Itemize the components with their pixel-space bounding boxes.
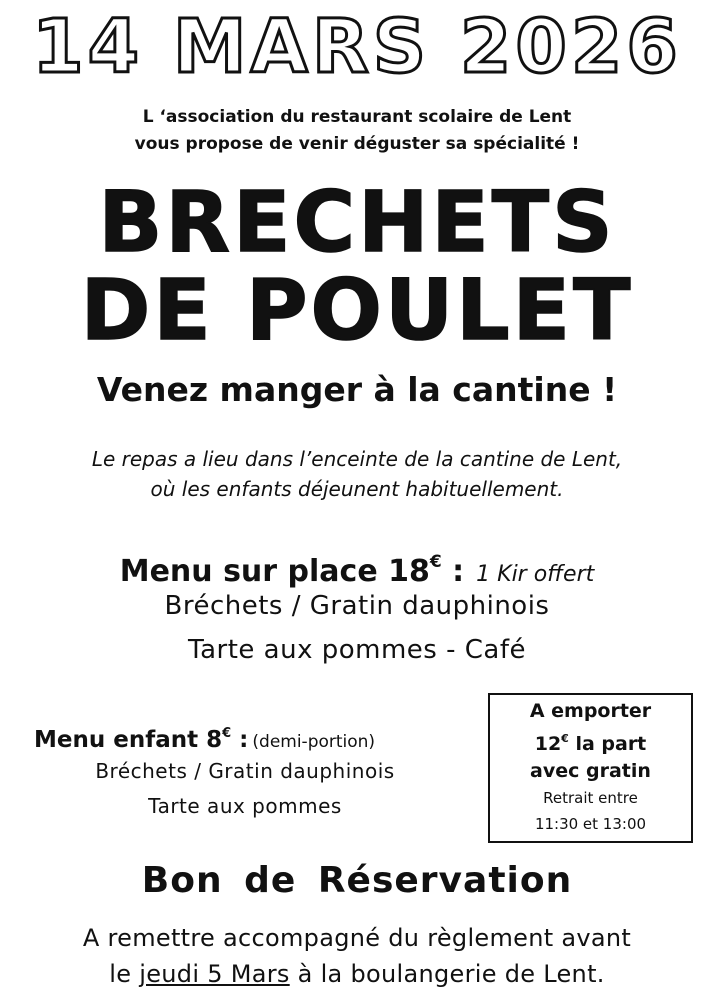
takeaway-box <box>488 693 693 843</box>
info-line-2: où les enfants déjeunent habituellement. <box>150 477 564 501</box>
takeaway-with-gratin: avec gratin <box>530 760 651 782</box>
takeaway-title: A emporter <box>529 700 652 722</box>
reservation-place: à la boulangerie de Lent. <box>289 960 605 988</box>
reservation-title: Bon de Réservation <box>141 860 573 901</box>
adult-menu-colon: : <box>441 554 465 589</box>
takeaway-price-value: 12 <box>534 733 562 755</box>
reservation-line-2 <box>0 956 714 992</box>
reservation-line-1: A remettre accompagné du règlement avant <box>82 924 632 952</box>
headline-line-1: BRECHETS <box>98 173 616 271</box>
info-line-1: Le repas a lieu dans l’enceinte de la cantine de Lent, <box>91 447 623 471</box>
takeaway-pickup-label: Retrait entre <box>543 789 638 807</box>
location-info <box>0 444 714 504</box>
child-menu-label: Menu enfant 8 <box>34 727 223 753</box>
headline-line-2: DE POULET <box>80 261 634 359</box>
adult-menu-line-1: Bréchets / Gratin dauphinois <box>164 591 550 621</box>
subheadline: Venez manger à la cantine ! <box>96 370 618 409</box>
intro-text <box>0 104 714 158</box>
reservation-prefix: le <box>109 960 140 988</box>
intro-line-2: vous propose de venir déguster sa spécialité ! <box>134 134 580 154</box>
takeaway-pickup-hours: 11:30 et 13:00 <box>534 815 647 833</box>
adult-menu-currency: € <box>429 552 442 572</box>
child-menu-line-1: Bréchets / Gratin dauphinois <box>95 759 395 783</box>
adult-menu-line-2: Tarte aux pommes - Café <box>188 635 526 665</box>
takeaway-price <box>490 725 691 758</box>
child-menu-line-2: Tarte aux pommes <box>148 794 342 818</box>
adult-menu-note: 1 Kir offert <box>476 562 595 587</box>
child-menu-colon: : <box>231 727 249 753</box>
takeaway-currency: € <box>561 732 569 745</box>
adult-menu-label: Menu sur place 18 <box>119 554 430 589</box>
reservation-deadline: jeudi 5 Mars <box>139 960 290 988</box>
event-date: 14 MARS 2026 <box>32 4 682 90</box>
intro-line-1: L ‘association du restaurant scolaire de Lent <box>142 107 572 127</box>
child-menu-currency: € <box>222 726 232 741</box>
child-menu-note: (demi-portion) <box>252 732 376 752</box>
takeaway-price-suffix: la part <box>568 733 647 755</box>
